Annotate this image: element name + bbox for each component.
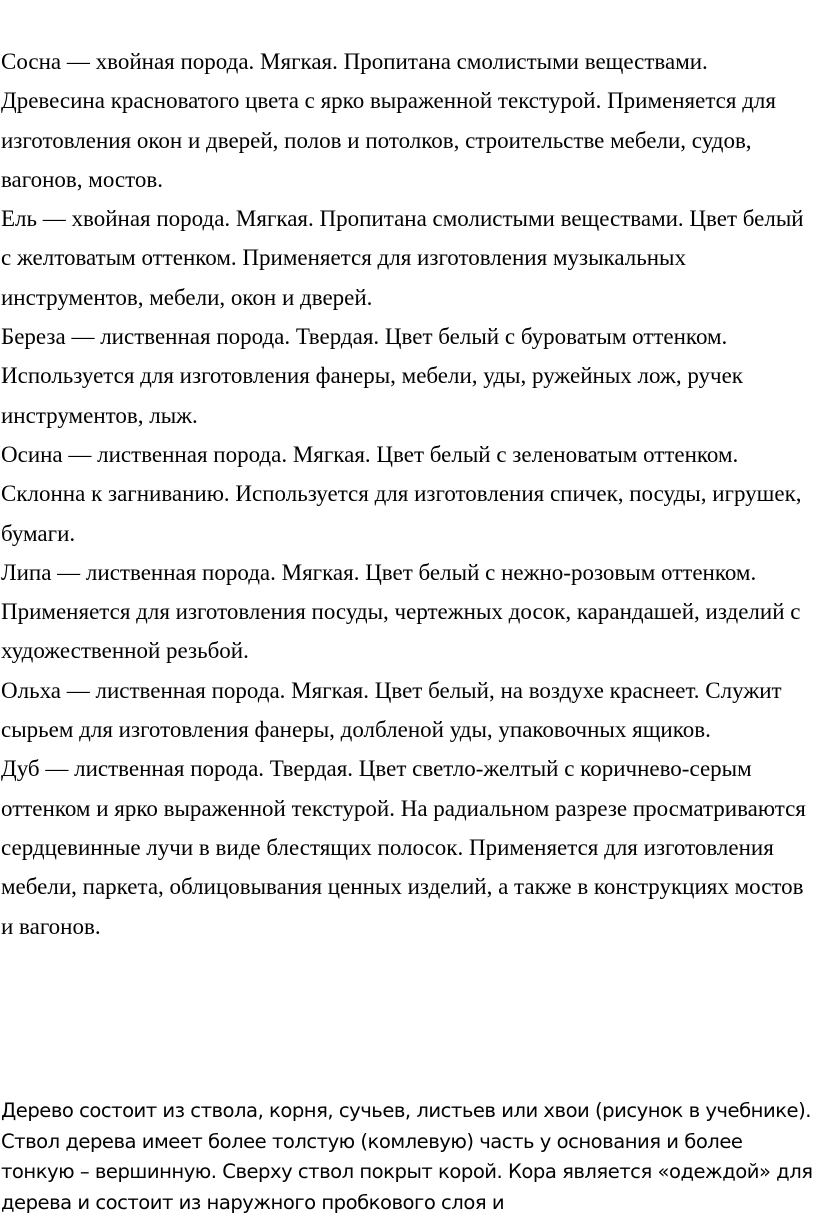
tree-structure-section — [1, 1096, 813, 1218]
paragraph-oak: Дуб — лиственная порода. Твердая. Цвет светло-желтый с коричнево-серым оттенком и ярко выраженной текстурой. На радиальном разрезе просматриваются сердцевинные лучи в виде блестящих полосок. Применяется для изготовления мебели, паркета, облицовывания ценных изделий, а также в конструкциях мостов и вагонов. — [1, 756, 806, 939]
paragraph-linden: Липа — лиственная порода. Мягкая. Цвет белый с нежно-розовым оттенком. Применяется для изготовления посуды, чертежных досок, карандашей, изделий с художественной резьбой. — [1, 559, 801, 664]
paragraph-pine: Сосна — хвойная порода. Мягкая. Пропитана смолистыми веществами. Древесина красноватого цвета с ярко выраженной текстурой. Применяется для изготовления окон и дверей, полов и потолков, строительстве мебели, судов, вагонов, мостов. — [1, 49, 776, 192]
paragraph-spruce: Ель — хвойная порода. Мягкая. Пропитана смолистыми веществами. Цвет белый с желтоватым оттенком. Применяется для изготовления музыкальных инструментов, мебели, окон и дверей. — [1, 206, 804, 310]
wood-types-section — [1, 42, 813, 946]
paragraph-birch: Береза — лиственная порода. Твердая. Цвет белый с буроватым оттенком. Используется для изготовления фанеры, мебели, уды, ружейных лож, ручек инструментов, лыж. — [1, 324, 743, 428]
paragraph-alder: Ольха — лиственная порода. Мягкая. Цвет белый, на воздухе краснеет. Служит сырьем для изготовления фанеры, долбленой уды, упаковочных ящиков. — [1, 677, 782, 743]
paragraph-aspen: Осина — лиственная порода. Мягкая. Цвет белый с зеленоватым оттенком. Склонна к загниванию. Используется для изготовления спичек, посуды, игрушек, бумаги. — [1, 441, 802, 546]
paragraph-tree-structure: Дерево состоит из ствола, корня, сучьев, листьев или хвои (рисунок в учебнике). Ствол дерева имеет более толстую (комлевую) часть у основания и более тонкую – вершинную. Сверху ствол покрыт корой. Кора является «одеждой» для дерева и состоит из наружного пробкового слоя и — [1, 1099, 813, 1214]
